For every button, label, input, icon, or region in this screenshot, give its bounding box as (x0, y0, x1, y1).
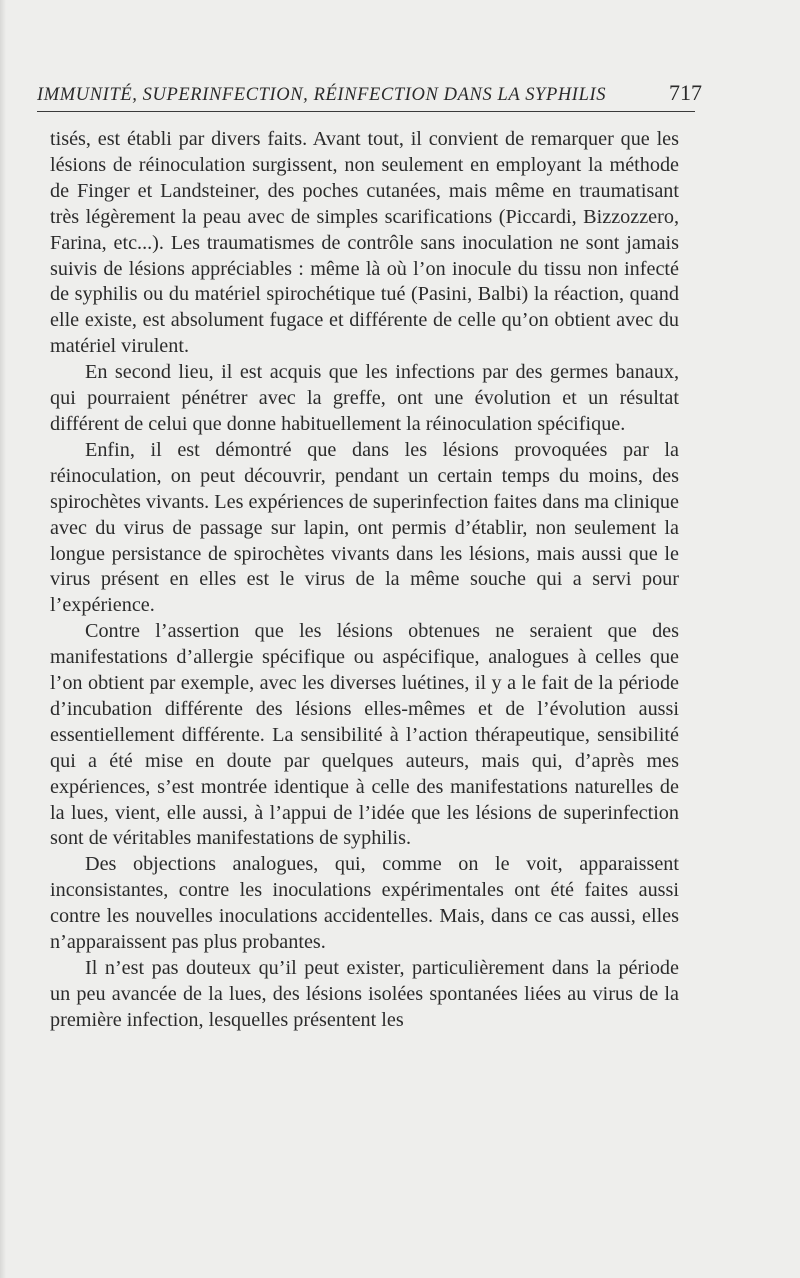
paragraph-spontaneous-lesions: Il n’est pas douteux qu’il peut exister, particulièrement dans la période un peu avancée de la lues, des lésions isolées spontanées liées au virus de la première infection, lesquelles présentent les (50, 957, 679, 1031)
paragraph-accidental-inoculations: Des objections analogues, qui, comme on le voit, apparaissent inconsistantes, contre les inoculations expérimentales ont été faites aussi contre les nouvelles inoculations accidentelles. Mais, dans ce cas aussi, elles n’apparaissent pas plus probantes. (50, 853, 679, 954)
paragraph-second-point: En second lieu, il est acquis que les infections par des germes banaux, qui pourraient pénétrer avec la greffe, ont une évolution et un résultat différent de celui que donne habituellement la réinoculation spécifique. (50, 361, 679, 435)
paragraph-allergy-objection: Contre l’assertion que les lésions obtenues ne seraient que des manifestations d’allergie spécifique ou aspécifique, analogues à celles que l’on obtient par exemple, avec les diverses luétines, il y a le fait de la période d’incubation différente des lésions elles-mêmes et de l’évolution aussi essentiellement différente. La sensibilité à l’action thérapeutique, sensibilité qui a été mise en doute par quelques auteurs, mais qui, d’après mes expériences, s’est montrée identique à celle des manifestations naturelles de la lues, vient, elle aussi, à l’appui de l’idée que les lésions de superinfection sont de véritables manifestations de syphilis. (50, 620, 679, 850)
body-text (50, 127, 679, 1034)
page-number: 717 (669, 80, 702, 105)
paragraph-continuation: tisés, est établi par divers faits. Avant tout, il convient de remarquer que les lésions de réinoculation surgissent, non seulement en employant la méthode de Finger et Landsteiner, des poches cutanées, mais même en traumatisant très légèrement la peau avec de simples scarifications (Piccardi, Bizzozzero, Farina, etc...). Les traumatismes de contrôle sans inoculation ne sont jamais suivis de lésions appréciables : même là où l’on inocule du tissu non infecté de syphilis ou du matériel spirochétique tué (Pasini, Balbi) la réaction, quand elle existe, est absolument fugace et différente de celle qu’on obtient avec du matériel virulent. (50, 128, 679, 358)
running-head (37, 80, 700, 110)
header-rule (37, 111, 695, 112)
paragraph-third-point: Enfin, il est démontré que dans les lésions provoquées par la réinoculation, on peut découvrir, pendant un certain temps du moins, des spirochètes vivants. Les expériences de superinfection faites dans ma clinique avec du virus de passage sur lapin, ont permis d’établir, non seulement la longue persistance de spirochètes vivants dans les lésions, mais aussi que le virus présent en elles est le virus de la même souche qui a servi pour l’expérience. (50, 438, 679, 617)
running-title: IMMUNITÉ, SUPERINFECTION, RÉINFECTION DANS LA SYPHILIS (37, 85, 607, 105)
